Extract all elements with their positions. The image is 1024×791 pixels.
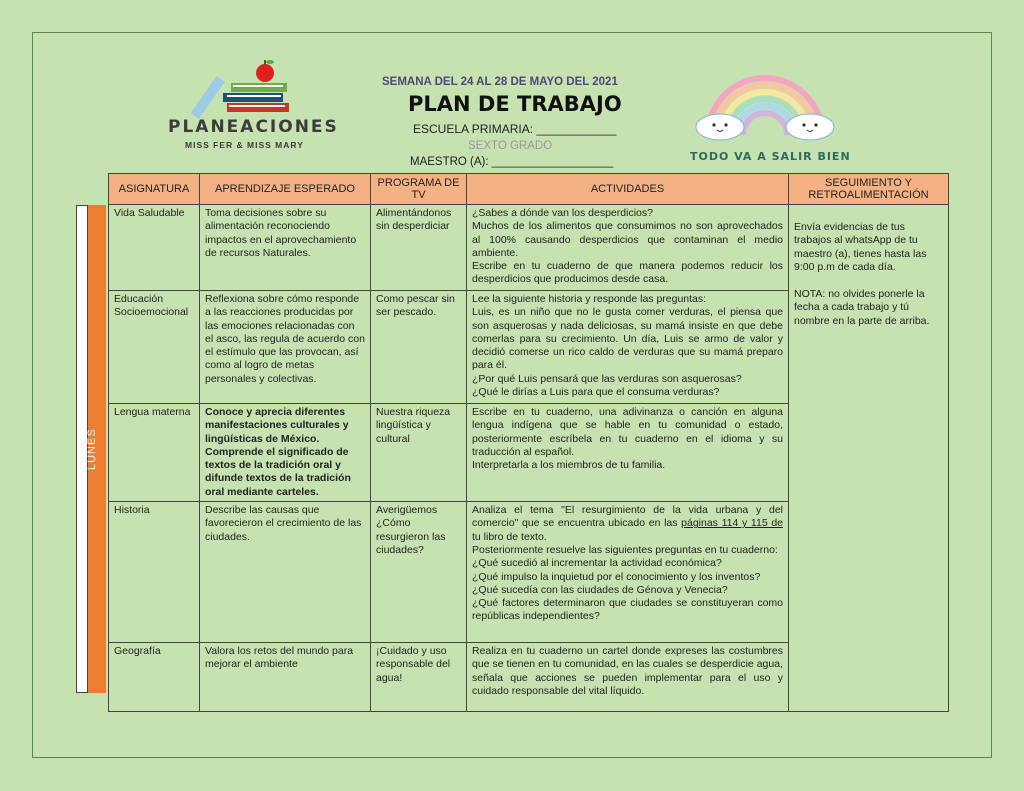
activity-line: Muchos de los alimentos que consumimos no son aprovechados al 100% causando desperdicios que contaminan el medio ambiente.	[472, 220, 783, 259]
subject-cell: Educación Socioemocional	[109, 291, 200, 404]
activity-line: ¿Qué sucedía con las ciudades de Génova y Venecia?	[472, 583, 728, 596]
learning-cell: Toma decisiones sobre su alimentación reconociendo impactos en el aprovechamiento de recursos Naturales.	[200, 205, 371, 291]
teacher-field: MAESTRO (A): ___________________	[410, 156, 614, 168]
logo-subtitle: MISS FER & MISS MARY	[185, 140, 304, 150]
program-cell: ¡Cuidado y uso responsable del agua!	[371, 643, 467, 712]
activity-line: Escribe en tu cuaderno de que manera podemos reducir los desperdicios que producimos desde casa.	[472, 260, 783, 286]
activity-text: Analiza el tema "El resurgimiento de la vida urbana y del comercio" que se encuentra ubicado en las	[472, 504, 783, 530]
subject-cell: Historia	[109, 502, 200, 643]
activity-line: ¿Por qué Luis pensará que las verduras son asquerosas?	[472, 372, 742, 385]
program-cell: Alimentándonos sin desperdiciar	[371, 205, 467, 291]
activity-text: tu libro de texto.	[472, 530, 547, 543]
week-range: SEMANA DEL 24 AL 28 DE MAYO DEL 2021	[382, 76, 618, 88]
activity-line: Lee la siguiente historia y responde las preguntas:	[472, 293, 707, 305]
activity-line: Luis, es un niño que no le gusta comer verduras, el piensa que son asquerosas y nada deliciosas, su mamá insiste en que debe comerlas para su crecimiento. Un día, Luis se armo de valor y decidió comerse un rico caldo de verduras que su mamá preparo para él.	[472, 306, 783, 372]
slogan: TODO VA A SALIR BIEN	[690, 150, 851, 163]
header-activities: ACTIVIDADES	[467, 174, 789, 205]
learning-line: Comprende el significado de textos de la tradición oral y difunde textos de la tradición oral mediante carteles.	[205, 445, 351, 498]
learning-cell: Valora los retos del mundo para mejorar el ambiente	[200, 643, 371, 712]
table-row	[109, 205, 949, 291]
activity-line: Posteriormente resuelve las siguientes preguntas en tu cuaderno:	[472, 543, 778, 556]
activities-cell	[467, 643, 789, 712]
activities-cell	[467, 404, 789, 502]
activity-line: ¿Qué sucedió al incrementar la actividad económica?	[472, 557, 722, 570]
activities-cell	[467, 502, 789, 643]
header-subject: ASIGNATURA	[109, 174, 200, 205]
activity-line: Interpretarla a los miembros de tu familia.	[472, 459, 666, 472]
learning-cell: Describe las causas que favorecieron el crecimiento de las ciudades.	[200, 502, 371, 643]
school-field: ESCUELA PRIMARIA: ____________	[413, 122, 617, 136]
rainbow-icon	[690, 55, 840, 150]
learning-cell: Reflexiona sobre cómo responde a las reacciones producidas por las emociones relacionadas con el asco, las regula de acuerdo con el estímulo que las provocan, así como al logro de metas personales y colectivas.	[200, 291, 371, 404]
activity-line: Escribe en tu cuaderno, una adivinanza o canción en alguna lengua indígena que se hable en tu comunidad o estado, posteriormente escríbela en tu cuaderno en el idioma y su traducción al español.	[472, 406, 783, 458]
activity-line: ¿Sabes a dónde van los desperdicios?	[472, 207, 653, 219]
plan-table	[108, 173, 949, 712]
subject-cell: Vida Saludable	[109, 205, 200, 291]
table-header-row	[109, 174, 949, 205]
followup-cell	[789, 205, 949, 712]
learning-line: Conoce y aprecia diferentes manifestaciones culturales y lingüísticas de México.	[205, 406, 349, 445]
grade-label: SEXTO GRADO	[468, 140, 553, 152]
header-learning: APRENDIZAJE ESPERADO	[200, 174, 371, 205]
activities-cell	[467, 291, 789, 404]
day-label: LUNES	[86, 428, 98, 470]
logo-title: PLANEACIONES	[168, 117, 339, 137]
header-followup: SEGUIMIENTO Y RETROALIMENTACIÓN	[789, 174, 949, 205]
pages-reference: páginas 114 y 115 de	[681, 517, 783, 530]
activity-line: ¿Qué le dirías a Luis para que el consuma verduras?	[472, 386, 720, 399]
followup-text: Envía evidencias de tus trabajos al whatsApp de tu maestro (a), tienes hasta las 9:00 p.m de cada día.	[794, 221, 927, 273]
activities-cell	[467, 205, 789, 291]
subject-cell: Geografía	[109, 643, 200, 712]
activity-line: ¿Qué impulso la inquietud por el conocimiento y los inventos?	[472, 570, 761, 583]
followup-note: NOTA: no olvides ponerle la fecha a cada trabajo y tú nombre en la parte de arriba.	[794, 288, 930, 327]
program-cell: Nuestra riqueza lingüística y cultural	[371, 404, 467, 502]
subject-cell: Lengua materna	[109, 404, 200, 502]
program-cell: Averigüemos ¿Cómo resurgieron las ciudades?	[371, 502, 467, 643]
header-program: PROGRAMA DE TV	[371, 174, 467, 205]
page-title: PLAN DE TRABAJO	[408, 92, 622, 116]
activity-line: Realiza en tu cuaderno un cartel donde expreses las costumbres que se tienen en tu comunidad, en las cuales se desperdicie agua, señala que acciones se pueden implementar para el uso y cuidado responsable del vital líquido.	[472, 645, 783, 697]
program-cell: Como pescar sin ser pescado.	[371, 291, 467, 404]
activity-line: ¿Qué factores determinaron que ciudades se constituyeran como repúblicas independientes?	[472, 597, 783, 623]
learning-cell	[200, 404, 371, 502]
activity-line	[472, 504, 783, 544]
